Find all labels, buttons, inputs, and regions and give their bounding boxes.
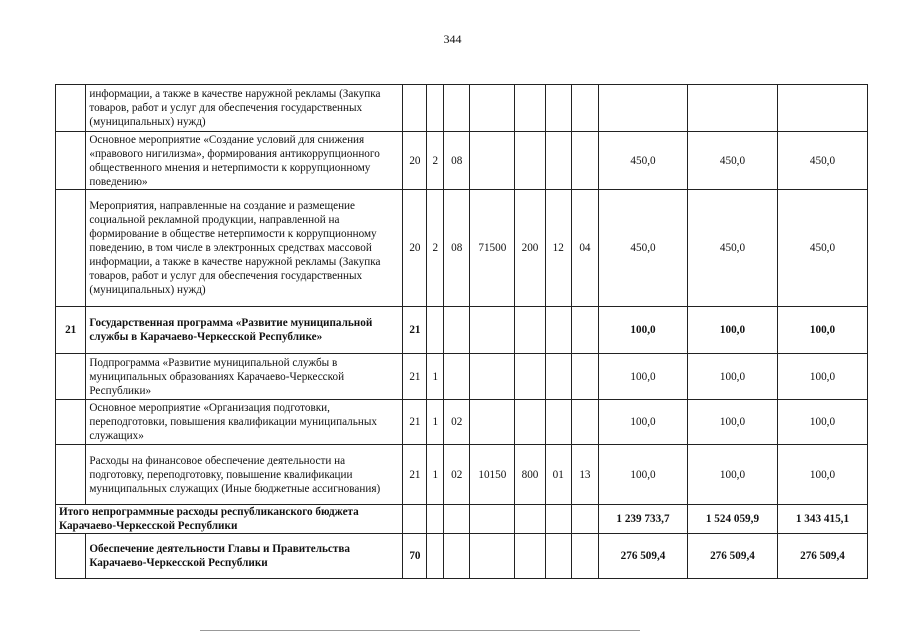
code-expense-type — [515, 354, 545, 400]
code-activity: 08 — [444, 190, 470, 307]
amount-year-1: 100,0 — [599, 307, 688, 354]
amount-year-1: 100,0 — [599, 400, 688, 445]
table-row — [56, 307, 868, 354]
code-expense-type — [515, 85, 545, 132]
page-number: 344 — [443, 32, 462, 46]
amount-year-1 — [599, 85, 688, 132]
code-expense-type: 200 — [515, 190, 545, 307]
code-subsection: 13 — [571, 445, 598, 505]
code-direction — [470, 307, 515, 354]
amount-year-2: 100,0 — [687, 307, 777, 354]
code-subprogram: 1 — [427, 445, 444, 505]
row-description: Обеспечение деятельности Главы и Правительства Карачаево-Черкесской Республики — [86, 534, 403, 579]
row-number — [56, 534, 86, 579]
code-activity — [444, 354, 470, 400]
code-subprogram — [427, 505, 444, 534]
code-direction — [470, 85, 515, 132]
row-description: Расходы на финансовое обеспечение деятельности на подготовку, переподготовку, повышение квалификации муниципальных служащих (Иные бюджетные ассигнования) — [86, 445, 403, 505]
code-subprogram: 2 — [427, 132, 444, 190]
table-row — [56, 534, 868, 579]
code-subprogram: 1 — [427, 400, 444, 445]
amount-year-1: 1 239 733,7 — [599, 505, 688, 534]
amount-year-1: 276 509,4 — [599, 534, 688, 579]
table-row — [56, 132, 868, 190]
code-activity — [444, 505, 470, 534]
amount-year-2 — [687, 85, 777, 132]
bottom-rule — [200, 630, 640, 631]
code-direction — [470, 400, 515, 445]
row-description: Основное мероприятие «Создание условий для снижения «правового нигилизма», формирования антикоррупционного общественного мнения и нетерпимости к коррупционному поведению» — [86, 132, 403, 190]
code-subprogram — [427, 307, 444, 354]
code-activity — [444, 307, 470, 354]
code-subprogram: 2 — [427, 190, 444, 307]
amount-year-1: 450,0 — [599, 190, 688, 307]
code-subprogram — [427, 85, 444, 132]
row-description: Государственная программа «Развитие муниципальной службы в Карачаево-Черкесской Республике» — [86, 307, 403, 354]
code-direction — [470, 132, 515, 190]
table-row — [56, 354, 868, 400]
code-subsection — [571, 400, 598, 445]
table-row — [56, 445, 868, 505]
code-program: 20 — [403, 132, 427, 190]
code-direction — [470, 505, 515, 534]
row-description: Подпрограмма «Развитие муниципальной службы в муниципальных образованиях Карачаево-Черкесской Республики» — [86, 354, 403, 400]
amount-year-3: 450,0 — [777, 132, 867, 190]
code-section — [545, 85, 571, 132]
code-subsection — [571, 85, 598, 132]
code-activity — [444, 534, 470, 579]
amount-year-2: 450,0 — [687, 132, 777, 190]
code-expense-type — [515, 505, 545, 534]
code-program: 70 — [403, 534, 427, 579]
amount-year-3: 100,0 — [777, 400, 867, 445]
row-number — [56, 85, 86, 132]
code-program — [403, 505, 427, 534]
code-activity: 02 — [444, 445, 470, 505]
row-description: информации, а также в качестве наружной рекламы (Закупка товаров, работ и услуг для обеспечения государственных (муниципальных) нужд) — [86, 85, 403, 132]
amount-year-3: 100,0 — [777, 445, 867, 505]
amount-year-2: 276 509,4 — [687, 534, 777, 579]
code-program: 21 — [403, 307, 427, 354]
code-subprogram: 1 — [427, 354, 444, 400]
row-description: Итого непрограммные расходы республиканского бюджета Карачаево-Черкесской Республики — [56, 505, 403, 534]
amount-year-3: 100,0 — [777, 307, 867, 354]
code-direction — [470, 354, 515, 400]
code-activity: 02 — [444, 400, 470, 445]
row-number — [56, 400, 86, 445]
row-number — [56, 445, 86, 505]
code-direction — [470, 534, 515, 579]
row-number — [56, 354, 86, 400]
code-direction: 10150 — [470, 445, 515, 505]
code-section — [545, 534, 571, 579]
amount-year-2: 100,0 — [687, 354, 777, 400]
amount-year-3 — [777, 85, 867, 132]
code-section — [545, 132, 571, 190]
code-activity: 08 — [444, 132, 470, 190]
row-number — [56, 132, 86, 190]
code-program — [403, 85, 427, 132]
code-section — [545, 505, 571, 534]
code-section — [545, 307, 571, 354]
code-program: 21 — [403, 445, 427, 505]
amount-year-2: 450,0 — [687, 190, 777, 307]
table-row — [56, 505, 868, 534]
row-description: Основное мероприятие «Организация подготовки, переподготовки, повышения квалификации муниципальных служащих» — [86, 400, 403, 445]
code-subprogram — [427, 534, 444, 579]
amount-year-3: 100,0 — [777, 354, 867, 400]
amount-year-3: 1 343 415,1 — [777, 505, 867, 534]
table-row — [56, 85, 868, 132]
code-direction: 71500 — [470, 190, 515, 307]
amount-year-1: 450,0 — [599, 132, 688, 190]
table-row — [56, 400, 868, 445]
code-section: 01 — [545, 445, 571, 505]
amount-year-2: 100,0 — [687, 445, 777, 505]
amount-year-2: 1 524 059,9 — [687, 505, 777, 534]
code-expense-type — [515, 307, 545, 354]
budget-table — [55, 84, 868, 579]
code-section — [545, 354, 571, 400]
code-expense-type — [515, 534, 545, 579]
code-subsection — [571, 354, 598, 400]
amount-year-1: 100,0 — [599, 445, 688, 505]
amount-year-3: 450,0 — [777, 190, 867, 307]
amount-year-2: 100,0 — [687, 400, 777, 445]
code-expense-type — [515, 400, 545, 445]
code-expense-type — [515, 132, 545, 190]
amount-year-1: 100,0 — [599, 354, 688, 400]
row-description: Мероприятия, направленные на создание и размещение социальной рекламной продукции, направленной на формирование в обществе нетерпимости к коррупционному поведению, в том числе в электронных средствах массовой информации, а также в качестве наружной рекламы (Закупка товаров, работ и услуг для обеспечения государственных (муниципальных) нужд) — [86, 190, 403, 307]
code-program: 20 — [403, 190, 427, 307]
code-section — [545, 400, 571, 445]
code-subsection: 04 — [571, 190, 598, 307]
row-number — [56, 190, 86, 307]
code-program: 21 — [403, 354, 427, 400]
code-subsection — [571, 505, 598, 534]
code-expense-type: 800 — [515, 445, 545, 505]
code-activity — [444, 85, 470, 132]
code-program: 21 — [403, 400, 427, 445]
table-row — [56, 190, 868, 307]
code-subsection — [571, 132, 598, 190]
code-section: 12 — [545, 190, 571, 307]
row-number: 21 — [56, 307, 86, 354]
code-subsection — [571, 307, 598, 354]
amount-year-3: 276 509,4 — [777, 534, 867, 579]
code-subsection — [571, 534, 598, 579]
